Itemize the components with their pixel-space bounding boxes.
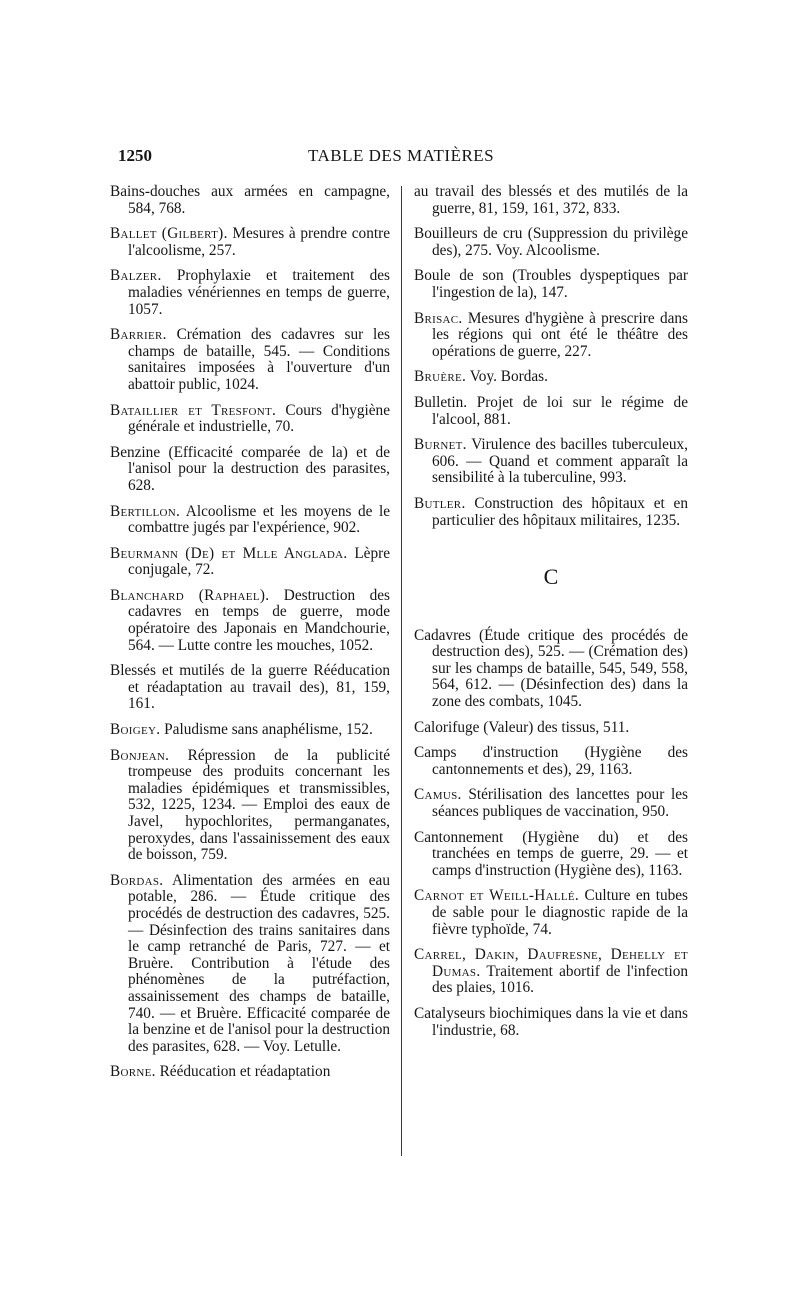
index-entry <box>414 395 688 428</box>
entry-headword: Blanchard (Raphael). <box>110 586 270 604</box>
entry-headword: Ballet (Gilbert). <box>110 225 228 243</box>
entry-text: Cours d'hygiène générale et industrielle, 70. <box>128 401 390 436</box>
index-entry <box>110 1064 390 1081</box>
entry-text: Alimentation des armées en eau potable, 286. — Étude critique des procédés de destruction des cadavres, 525. — Désinfection des trains sanitaires dans le camp retranché de Paris, 727. — et Bruère. Contribution à l'étude des phénomènes de la putréfaction, assainissement des champs de bataille, 740. — et Bruère. Efficacité comparée de la benzine et de l'anisol pour la destruction des parasites, 628. — Voy. Letulle. <box>128 871 390 1055</box>
right-column-bottom <box>414 628 688 1039</box>
entry-text: Bulletin. Projet de loi sur le régime de l'alcool, 881. <box>414 393 688 428</box>
entry-text: Camps d'instruction (Hygiène des cantonnements et des), 29, 1163. <box>414 744 688 778</box>
entry-headword: Boigey. <box>110 721 161 739</box>
entry-text: au travail des blessés et des mutilés de la guerre, 81, 159, 161, 372, 833. <box>414 183 688 217</box>
index-entry <box>414 369 688 386</box>
entry-text: Cadavres (Étude critique des procédés de destruction des), 525. — (Crémation des) sur les champs de bataille, 545, 549, 558, 564, 612. — (Désinfection des) dans la zone des combats, 1045. <box>414 626 688 711</box>
index-entry <box>110 722 390 739</box>
entry-text: Catalyseurs biochimiques dans la vie et dans l'industrie, 68. <box>414 1004 688 1039</box>
entry-text: Bouilleurs de cru (Suppression du privilège des), 275. Voy. Alcoolisme. <box>414 225 688 259</box>
entry-headword: Brisac. <box>414 309 463 327</box>
index-entry <box>414 226 688 259</box>
entry-text: Virulence des bacilles tuberculeux, 606. — Quand et comment apparaît la sensibilité à la tuberculine, 993. <box>432 436 688 487</box>
entry-text: Calorifuge (Valeur) des tissus, 511. <box>414 718 630 736</box>
entry-text: Mesures d'hygiène à prescrire dans les régions qui ont été le théâtre des opérations de guerre, 227. <box>432 309 688 360</box>
entry-headword: Borne. <box>110 1063 156 1081</box>
entry-text: Benzine (Efficacité comparée de la) et de l'anisol pour la destruction des parasites, 628. <box>110 443 390 494</box>
entry-headword: Burnet. <box>414 436 467 454</box>
section-letter: C <box>543 564 559 590</box>
index-entry <box>110 445 390 495</box>
entry-headword: Camus. <box>414 786 462 804</box>
index-entry <box>110 588 390 654</box>
entry-headword: Bonjean. <box>110 746 170 764</box>
index-entry <box>414 268 688 301</box>
entry-text: Prophylaxie et traitement des maladies vénériennes en temps de guerre, 1057. <box>128 267 390 318</box>
entry-text: Mesures à prendre contre l'alcoolisme, 257. <box>128 225 390 259</box>
entry-headword: Carnot et Weill-Hallé. <box>414 887 580 905</box>
entry-headword: Bruère. <box>414 368 467 386</box>
index-entry <box>414 496 688 529</box>
index-entry <box>414 720 688 737</box>
entry-text: Répression de la publicité trompeuse des produits concernant les maladies épidémiques et transmissibles, 532, 1225, 1234. — Emploi des eaux de Javel, hypochlorites, permanganates, peroxydes, dans l'assainissement des eaux de boisson, 759. <box>128 746 390 864</box>
entry-headword: Balzer. <box>110 267 162 285</box>
page-number: 1250 <box>118 146 152 165</box>
right-column <box>414 184 688 1048</box>
entry-headword: Bertillon. <box>110 502 181 520</box>
index-entry <box>414 628 688 711</box>
index-entry <box>110 268 390 318</box>
index-entry <box>414 947 688 997</box>
entry-text: Destruction des cadavres en temps de guerre, mode opératoire des Japonais en Mandchourie, 564. — Lutte contre les mouches, 1052. <box>128 586 390 654</box>
index-entry <box>110 748 390 864</box>
left-column <box>110 184 390 1090</box>
entry-headword: Bataillier et Tresfont. <box>110 401 277 419</box>
entry-headword: Bordas. <box>110 871 164 889</box>
index-entry <box>414 830 688 880</box>
column-rule <box>401 186 402 1156</box>
index-entry <box>110 226 390 259</box>
entry-headword: Carrel, Dakin, Daufresne, Dehelly et Dumas. <box>414 946 688 980</box>
index-entry <box>110 546 390 579</box>
entry-text: Culture en tubes de sable pour le diagnostic rapide de la fièvre typhoïde, 74. <box>432 887 688 938</box>
entry-text: Traitement abortif de l'infection des plaies, 1016. <box>432 962 688 997</box>
index-entry <box>110 327 390 393</box>
entry-text: Paludisme sans anaphélisme, 152. <box>160 721 373 739</box>
index-entry <box>414 745 688 778</box>
entry-text: Boule de son (Troubles dyspeptiques par l'ingestion de la), 147. <box>414 267 688 301</box>
running-head: TABLE DES MATIÈRES <box>308 146 495 165</box>
entry-headword: Beurmann (De) et Mlle Anglada. <box>110 544 348 562</box>
entry-text: Cantonnement (Hygiène du) et des tranchées en temps de guerre, 29. — et camps d'instruction (Hygiène des), 1163. <box>414 828 688 879</box>
entry-text: Bains-douches aux armées en campagne, 584, 768. <box>110 183 390 217</box>
entry-headword: Barrier. <box>110 326 167 344</box>
index-entry <box>110 403 390 436</box>
entry-text: Construction des hôpitaux et en particulier des hôpitaux militaires, 1235. <box>432 494 688 529</box>
index-entry <box>110 663 390 713</box>
entry-text: Crémation des cadavres sur les champs de bataille, 545. — Conditions sanitaires imposées à l'ouverture d'un abattoir public, 1024. <box>128 326 390 393</box>
index-entry <box>110 184 390 217</box>
index-entry <box>414 1006 688 1039</box>
entry-text: Rééducation et réadaptation <box>155 1063 331 1081</box>
entry-text: Lèpre conjugale, 72. <box>128 544 390 579</box>
index-entry <box>110 873 390 1056</box>
entry-text: Alcoolisme et les moyens de le combattre jugés par l'expérience, 902. <box>128 502 390 537</box>
index-entry <box>414 888 688 938</box>
entry-text: Blessés et mutilés de la guerre Rééducation et réadaptation au travail des), 81, 159, 161. <box>110 662 390 713</box>
index-entry <box>414 437 688 487</box>
right-column-top <box>414 184 688 529</box>
index-entry <box>414 311 688 361</box>
entry-text: Voy. Bordas. <box>466 368 548 386</box>
index-entry <box>414 184 688 217</box>
index-entry <box>414 787 688 820</box>
entry-headword: Butler. <box>414 494 466 512</box>
index-entry <box>110 504 390 537</box>
entry-text: Stérilisation des lancettes pour les séances publiques de vaccination, 950. <box>432 786 688 821</box>
